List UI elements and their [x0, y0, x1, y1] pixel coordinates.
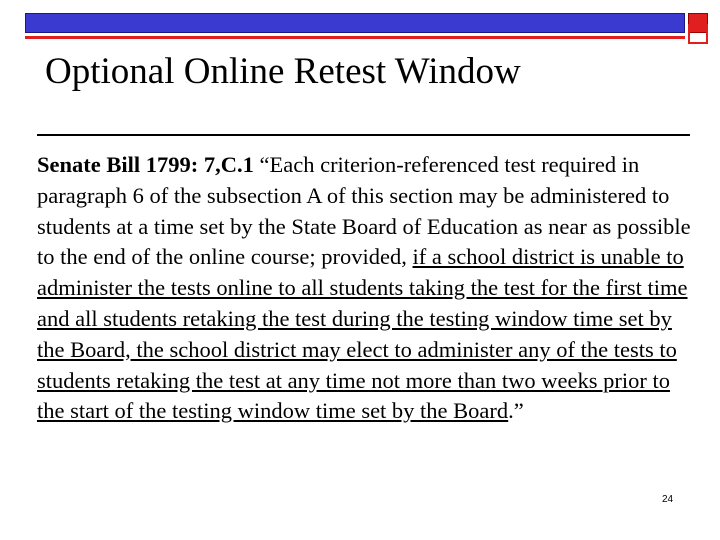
title-rule — [37, 134, 690, 136]
outline-square-decoration — [688, 24, 708, 44]
top-decorative-bar — [25, 13, 685, 33]
quote-underlined: if a school district is unable to administer the tests online to all students taking the test for the first time and all students retaking the test during the testing window time set by the Board, the school district may elect to administer any of the tests to students retaking the test at any time not more than two weeks prior to the start of the testing window time set by the Board — [37, 244, 688, 424]
top-accent-line — [25, 36, 685, 39]
quote-open: “Each criterion-referenced test required in paragraph 6 of the subsection A of this section may be administered to students at a time set by the State Board of Education as near as possible to the end of the online course; provided, — [37, 152, 691, 270]
citation: Senate Bill 1799: 7,C.1 — [37, 152, 254, 177]
quote-close: .” — [508, 398, 524, 424]
page-number: 24 — [662, 494, 674, 505]
body-paragraph — [37, 150, 702, 427]
slide-title: Optional Online Retest Window — [45, 51, 521, 92]
